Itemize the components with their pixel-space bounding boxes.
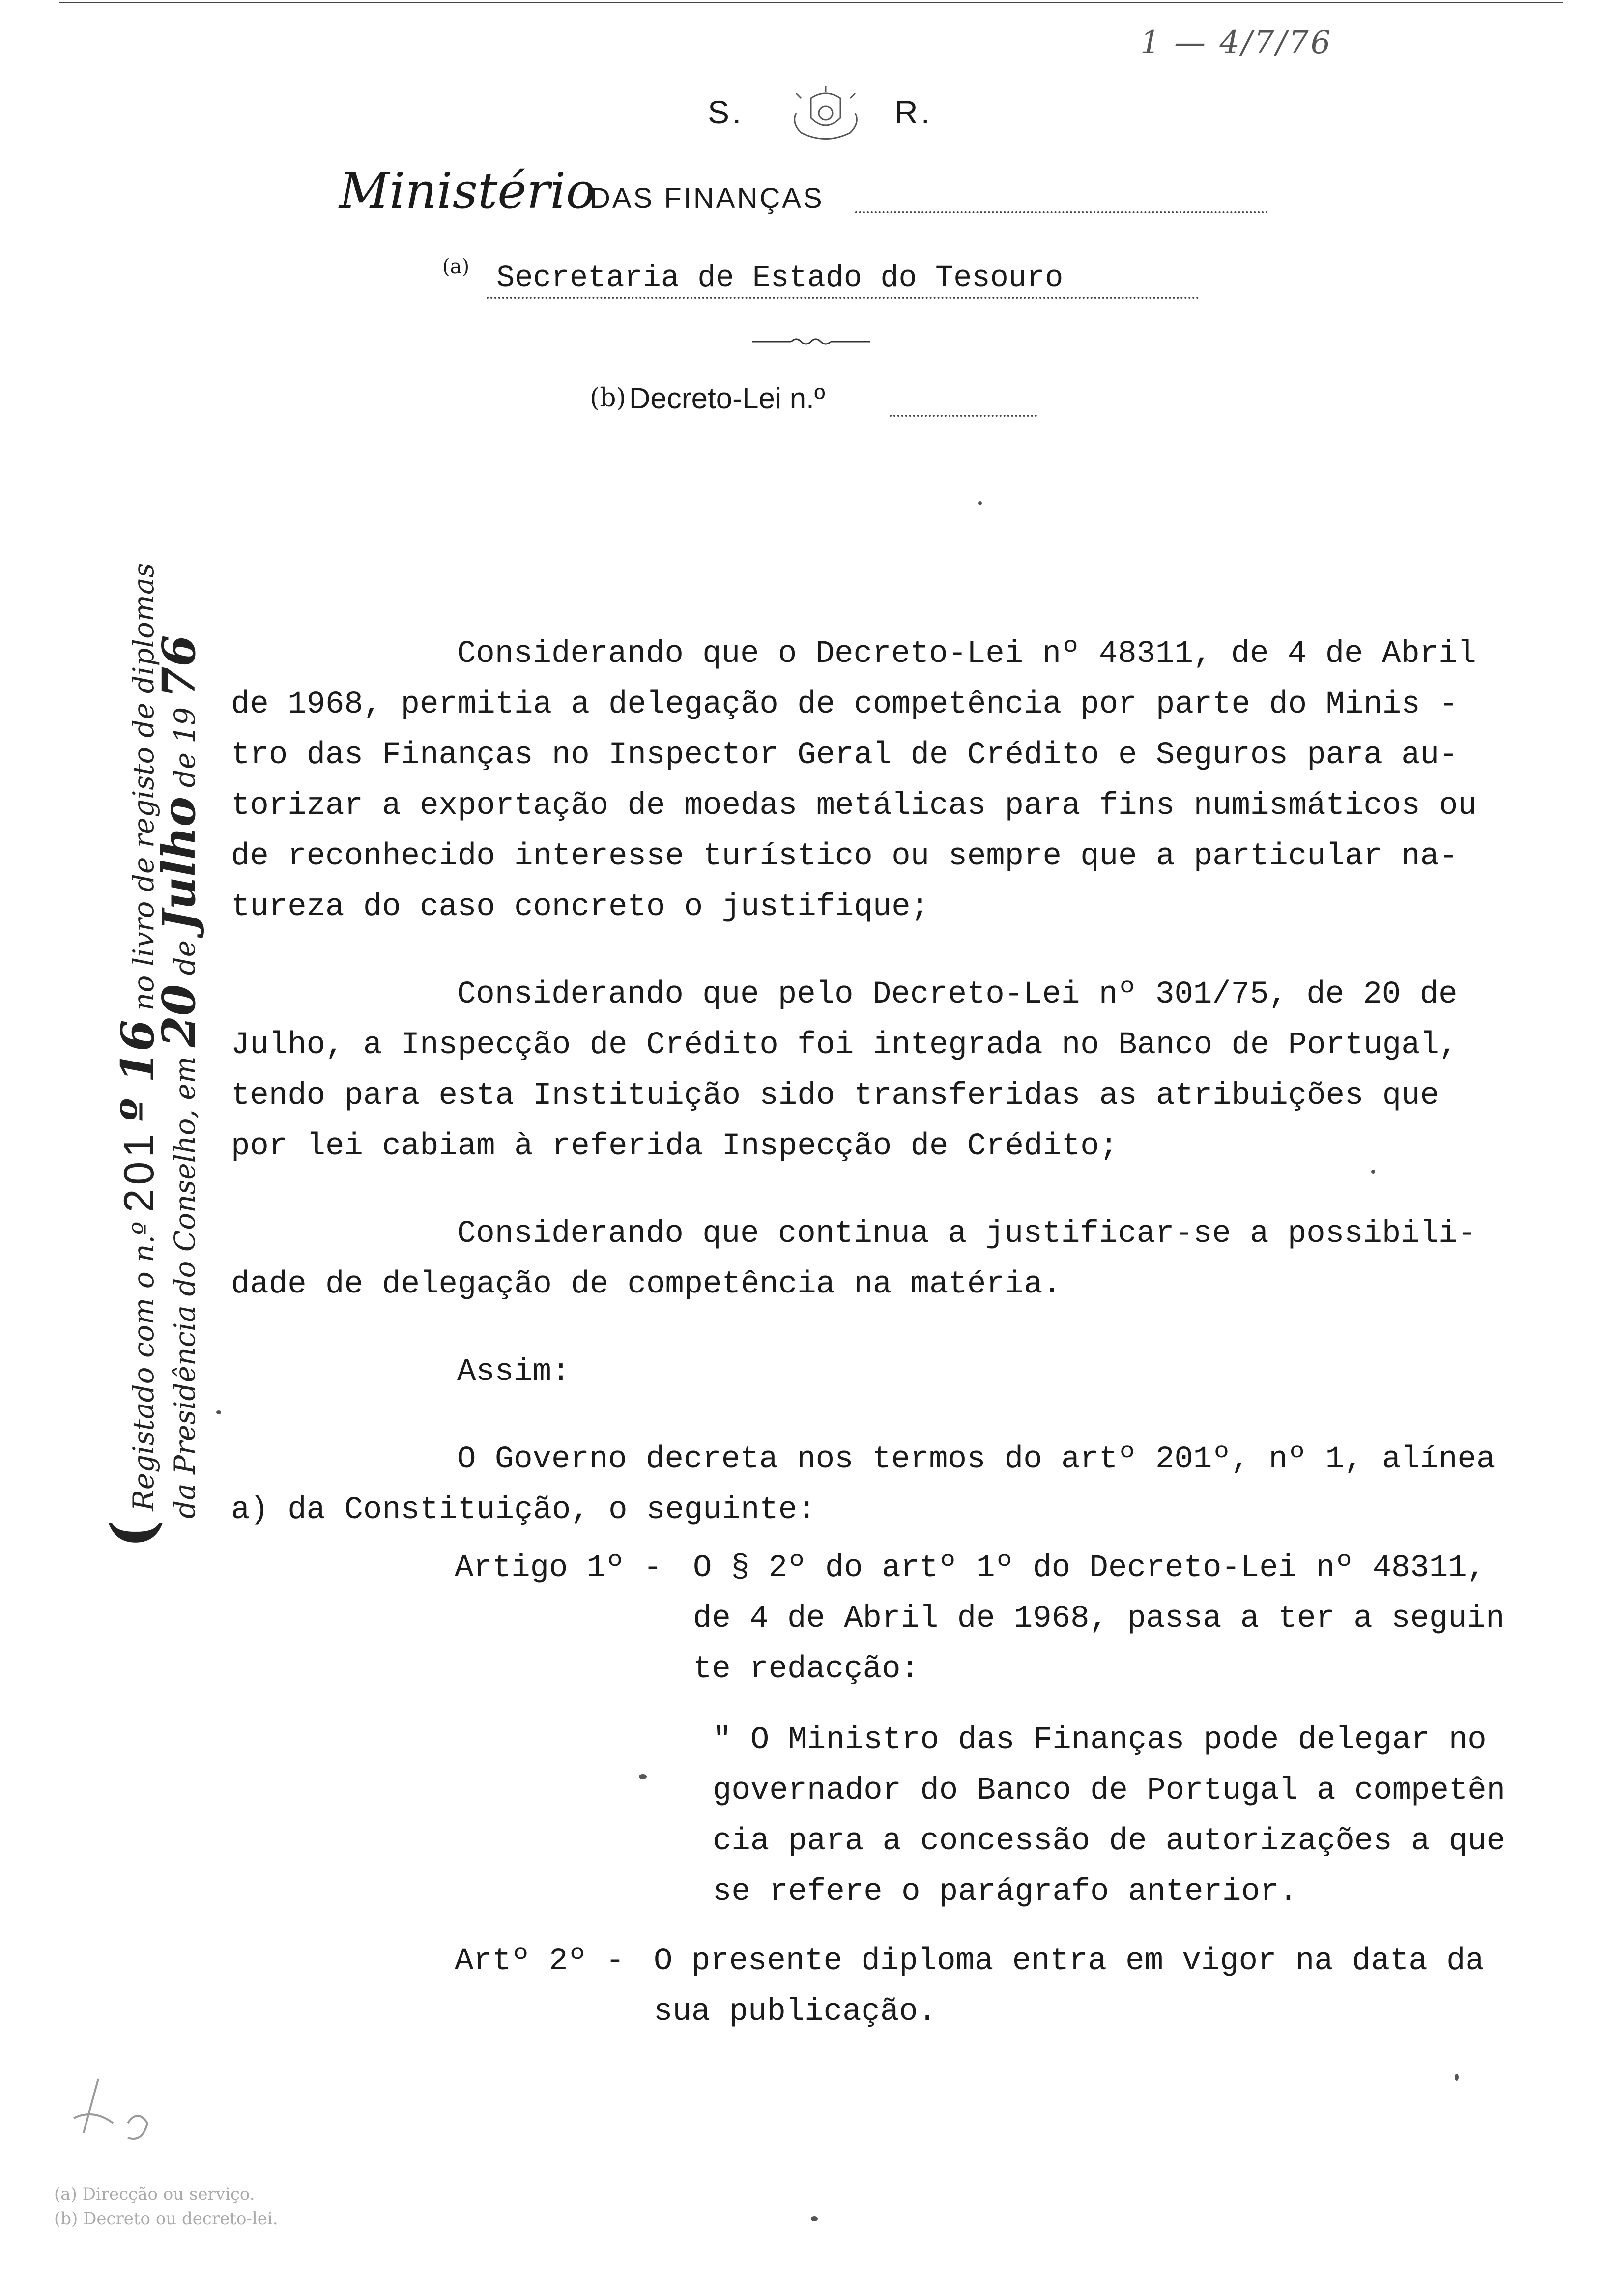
handwritten-initials-icon [54, 2074, 182, 2162]
margin-no-livro: no livro de registo de diplomas [127, 563, 160, 1011]
coat-of-arms-icon [777, 84, 875, 147]
scan-speck [216, 1410, 221, 1414]
secretaria-line [442, 256, 1209, 305]
margin-presidencia: da Presidência do Conselho, em [168, 1056, 202, 1519]
secretaria-dotted-line [487, 297, 1199, 299]
artigo2-line: sua publicação. [654, 1994, 937, 2030]
para2-line: Considerando que pelo Decreto-Lei nº 301/75, de 20 de [457, 977, 1458, 1012]
footnote-a: (a) Direcção ou serviço. [54, 2184, 255, 2204]
scan-speck [1455, 2074, 1459, 2081]
para1-line: tureza do caso concreto o justifique; [231, 890, 930, 925]
ministry-rest: DAS FINANÇAS [590, 182, 824, 214]
artigo2-line: O presente diploma entra em vigor na data da [654, 1944, 1484, 1979]
quote-line: cia para a concessão de autorizações a que [713, 1824, 1506, 1859]
margin-number: 201 [115, 1130, 163, 1213]
decreto-line [590, 378, 1052, 423]
decreto-text: Decreto-Lei n.º [629, 382, 825, 415]
para3-line: dade de delegação de competência na matéria. [231, 1267, 1062, 1302]
margin-de1: de [168, 940, 202, 976]
quote-line: governador do Banco de Portugal a competên [713, 1773, 1506, 1808]
sr-right: R. [894, 94, 933, 130]
governo-line: a) da Constituição, o seguinte: [231, 1492, 816, 1528]
para1-line: tro das Finanças no Inspector Geral de Crédito e Seguros para au- [231, 738, 1458, 773]
registry-margin-note [39, 563, 205, 1548]
sr-left: S. [708, 94, 745, 130]
artigo1-line: te redacção: [693, 1652, 920, 1687]
scan-speck [811, 2216, 818, 2221]
margin-month: Julho [152, 796, 205, 931]
scan-speck [1371, 1170, 1375, 1174]
para1-line: Considerando que o Decreto-Lei nº 48311, de 4 de Abril [457, 636, 1476, 672]
para3-line: Considerando que continua a justificar-se a possibili- [457, 1216, 1476, 1252]
para1-line: de reconhecido interesse turístico ou sempre que a particular na- [231, 839, 1458, 874]
margin-hand-number: º 16 [111, 1020, 164, 1121]
handwritten-date: 1 — 4/7/76 [1140, 25, 1333, 61]
artigo1-label: Artigo 1º - [455, 1550, 662, 1586]
quote-line: " O Ministro das Finanças pode delegar no [713, 1722, 1487, 1758]
para1-line: de 1968, permitia a delegação de competência por parte do Minis - [231, 687, 1458, 722]
para2-line: por lei cabiam à referida Inspecção de Crédito; [231, 1129, 1119, 1164]
scan-speck [978, 501, 982, 505]
para2-line: Julho, a Inspecção de Crédito foi integrada no Banco de Portugal, [231, 1028, 1458, 1063]
margin-year: 76 [152, 635, 205, 698]
quote-line: se refere o parágrafo anterior. [713, 1874, 1298, 1910]
governo-line: O Governo decreta nos termos do artº 201º, nº 1, alínea [457, 1442, 1496, 1477]
margin-de2: de 19 [168, 707, 202, 788]
para1-line: torizar a exportação de moedas metálicas para fins numismáticos ou [231, 788, 1477, 824]
artigo2-label: Artº 2º - [455, 1944, 625, 1979]
artigo1-line: de 4 de Abril de 1968, passa a ter a seguin [693, 1601, 1505, 1636]
decree-body [231, 629, 1558, 1536]
decreto-label: (b) [590, 383, 626, 413]
assim: Assim: [457, 1354, 571, 1390]
scan-speck [639, 1774, 647, 1779]
ornament-divider-icon [752, 334, 870, 349]
ministry-title [339, 162, 1273, 226]
margin-day: 20 [152, 984, 205, 1047]
artigo1-line: O § 2º do artº 1º do Decreto-Lei nº 48311, [693, 1550, 1486, 1586]
secretaria-label: (a) [442, 256, 470, 278]
margin-bracket: ( [98, 1520, 168, 1548]
margin-registado: Registado com o n.º [127, 1221, 160, 1511]
footnote-b: (b) Decreto ou decreto-lei. [54, 2209, 278, 2229]
para2-line: tendo para esta Instituição sido transferidas as atribuições que [231, 1078, 1439, 1114]
top-rule [59, 2, 1563, 3]
sr-heading [678, 84, 983, 147]
decreto-dotted-line [890, 415, 1037, 417]
ministry-dotted-line [855, 211, 1268, 213]
secretaria-text: Secretaria de Estado do Tesouro [496, 260, 1064, 295]
ministry-script: Ministério [339, 162, 596, 220]
